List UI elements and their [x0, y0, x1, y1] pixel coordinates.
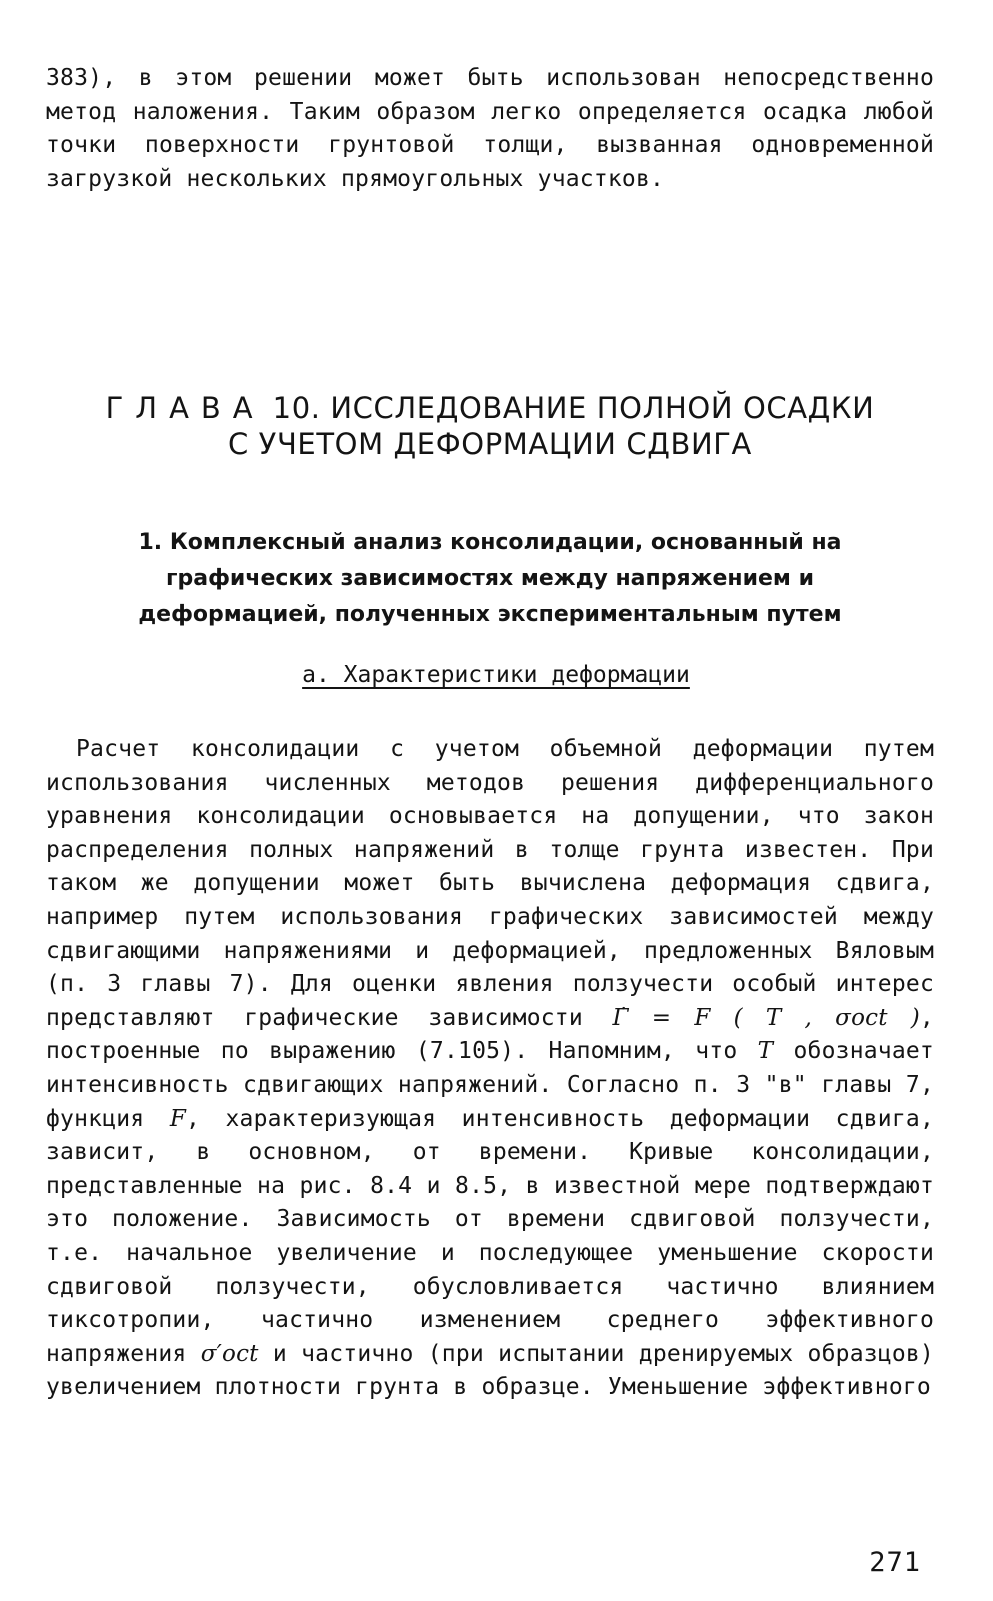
chapter-heading-line1 — [60, 390, 920, 426]
subsection-heading — [46, 660, 946, 690]
page-number: 271 — [869, 1547, 921, 1578]
chapter-label: ГЛАВА — [105, 391, 265, 425]
formula-gamma: Γ̇ = F ( T , σoct ) — [612, 1004, 920, 1031]
body-paragraph — [46, 733, 934, 1405]
section-heading-line3: деформацией, полученных экспериментальным путем — [138, 602, 842, 627]
body-text-part5: и частично (при испытании дренируемых образцов) увеличением плотности грунта в образце. Уменьшение эффективного — [46, 1340, 934, 1401]
subsection-title: а. Характеристики деформации — [302, 662, 690, 688]
symbol-t: T — [757, 1038, 774, 1065]
body-text-part1: Расчет консолидации с учетом объемной деформации путем использования численных методов решения дифференциального уравнения консолидации основывается на допущении, что закон распределения полных напряжений в толще грунта известен. При таком же допущении может быть вычислена деформация сдвига, например путем использования графических зависимостей между сдвигающими напряжениями и деформацией, предложенных Вяловым (п. 3 главы 7). Для оценки явления ползучести особый интерес представляют графические зависимости — [46, 736, 934, 1031]
chapter-heading — [60, 390, 920, 462]
body-text-part4: , характеризующая интенсивность деформации сдвига, зависит, в основном, от времени. Кривые консолидации, представленные на рис. 8.4 и 8.5, в известной мере подтверждают это положение. Зависимость от времени сдвиговой ползучести, т.е. начальное увеличение и последующее уменьшение скорости сдвиговой ползучести, обусловливается частично влиянием тиксотропии, частично изменением среднего эффективного напряжения — [46, 1105, 934, 1367]
section-heading-line2: графических зависимостях между напряжением и — [166, 566, 814, 591]
section-heading — [90, 525, 890, 633]
body-text-part3: обозначает интенсивность сдвигающих напряжений. Согласно п. 3 "в" главы 7, функция — [46, 1038, 934, 1132]
section-heading-line1: 1. Комплексный анализ консолидации, основанный на — [138, 530, 842, 555]
symbol-sigma-oct: σ′oct — [200, 1340, 259, 1367]
body-text-part2: , построенные по выражению (7.105). Напомним, что — [46, 1004, 934, 1065]
chapter-title-line1: 10. ИССЛЕДОВАНИЕ ПОЛНОЙ ОСАДКИ — [272, 391, 875, 425]
chapter-title-line2: С УЧЕТОМ ДЕФОРМАЦИИ СДВИГА — [228, 427, 752, 461]
symbol-f: F — [169, 1105, 186, 1132]
top-paragraph: 383), в этом решении может быть использован непосредственно метод наложения. Таким образом легко определяется осадка любой точки поверхности грунтовой толщи, вызванная одновременной загрузкой нескольких прямоугольных участков. — [46, 65, 934, 192]
